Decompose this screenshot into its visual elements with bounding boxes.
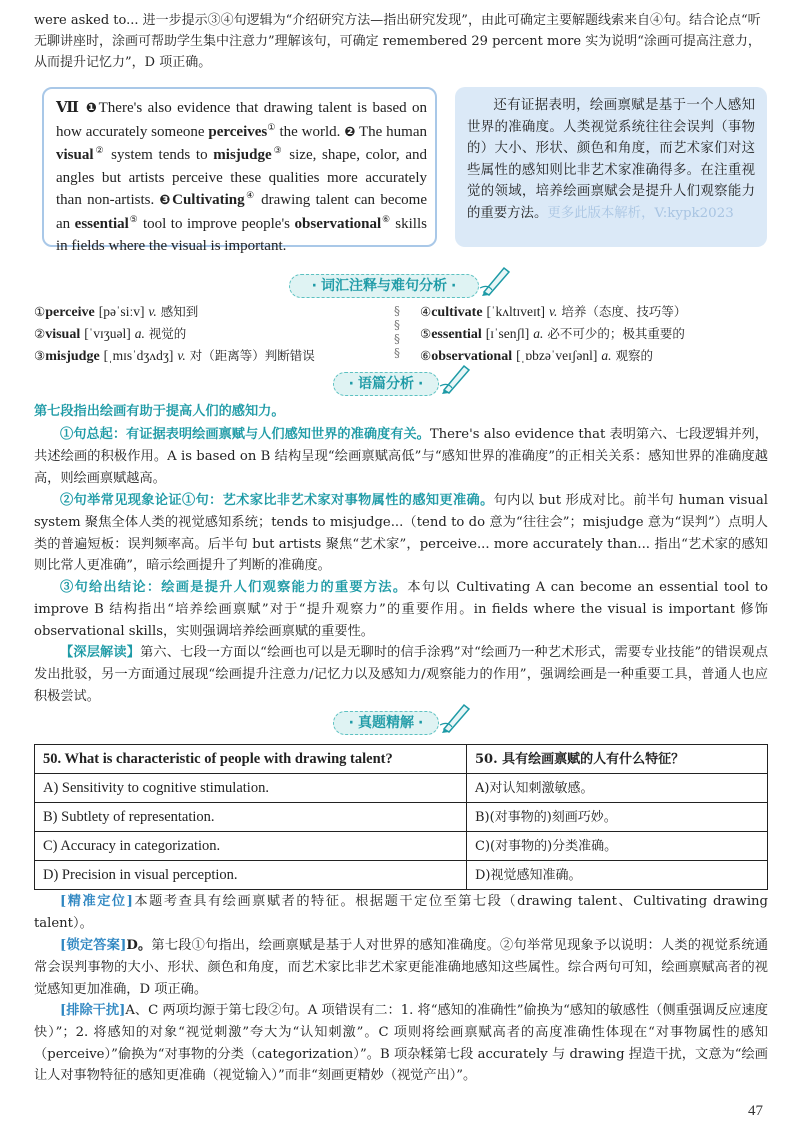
solution-answer — [34, 935, 768, 1000]
answer-letter: D。 — [126, 938, 152, 953]
vocab-meaning: 视觉的 — [148, 326, 187, 341]
section-header-vocab: · 词汇注释与难句分析 · — [289, 274, 479, 298]
analysis-text: 本句以 Cultivating A can become an essential tool to improve B 结构指出“培养绘画禀赋”对于“提升观察力”的重要作用。in fields where the visual is important 修饰 observational skills，实则强调培养绘画禀赋的重要性。 — [34, 580, 768, 639]
section-header-analysis: · 语篇分析 · — [333, 372, 439, 396]
sentence-text: drawing talent can become an — [56, 192, 427, 232]
page-number: 47 — [748, 1103, 763, 1119]
analysis-paragraph-1 — [34, 424, 768, 489]
footnote-marker: ⑥ — [381, 213, 391, 224]
question-stem-row — [35, 745, 768, 774]
vocab-number: ② — [34, 326, 46, 341]
vocab-number: ③ — [34, 348, 46, 363]
vocab-word: cultivate — [431, 305, 483, 320]
vocab-number: ⑤ — [420, 326, 432, 341]
locate-text: 本题考查具有绘画禀赋者的特征。根据题干定位至第七段（drawing talent、Cultivating drawing talent）。 — [34, 894, 768, 931]
keyword: perceives — [208, 123, 268, 140]
analysis-paragraph-3 — [34, 577, 768, 642]
answer-text: 第七段①句指出，绘画禀赋是基于人对世界的感知准确度。②句举常见现象予以说明：人类的视觉系统通常会误判事物的大小、形状、颜色和角度，而艺术家比非艺术家更能准确地感知这些属性。综合两句可知，绘画禀赋高者的视觉感知更加准确，D 项正确。 — [34, 938, 769, 997]
vocab-item — [420, 301, 686, 323]
divider-spiral: § § § § — [394, 304, 400, 360]
option-text: C) Accuracy in categorization. — [43, 837, 221, 854]
vocab-meaning: 观察的 — [615, 348, 653, 363]
vocab-word: visual — [45, 327, 81, 342]
option-text: A) Sensitivity to cognitive stimulation. — [43, 779, 269, 796]
footnote-marker: ③ — [271, 145, 284, 155]
vocab-meaning: 培养（态度、技巧等） — [561, 304, 687, 319]
vocab-pos: v. — [549, 304, 558, 319]
question-table — [34, 744, 768, 890]
vocab-word: observational — [431, 349, 513, 364]
solution-locate — [34, 891, 768, 935]
vocab-word: misjudge — [45, 349, 100, 364]
keyword: essential — [74, 215, 129, 232]
option-en — [35, 803, 467, 832]
question-stem-text: 50. What is characteristic of people with drawing talent? — [43, 750, 393, 767]
vocab-meaning: 感知到 — [160, 304, 199, 319]
passage-translation — [455, 87, 767, 247]
vocab-item — [34, 301, 198, 323]
keyword: Cultivating — [172, 192, 245, 208]
sentence-text: size, shape, color, and angles but artists perceive these qualities more accurately than non-artists. — [56, 147, 427, 208]
option-zh: C)(对事物的)分类准确。 — [467, 832, 768, 861]
option-en — [35, 774, 467, 803]
option-text: B) Subtlety of representation. — [43, 808, 215, 825]
sentence-2-marker: ❷ — [344, 124, 356, 140]
option-zh: A)对认知刺激敏感。 — [467, 774, 768, 803]
vocab-pos: a. — [601, 348, 612, 363]
vocab-number: ① — [34, 304, 46, 319]
vocab-word: essential — [431, 327, 482, 342]
option-row — [35, 861, 768, 890]
section-title: 词汇注释与难句分析 — [321, 278, 447, 294]
footnote-marker: ⑤ — [128, 213, 139, 224]
section-title: 语篇分析 — [358, 376, 414, 392]
footnote-marker: ① — [267, 121, 276, 132]
sentence-text: The human — [355, 123, 428, 140]
footnote-marker: ② — [93, 145, 106, 155]
sentence-text: There's also evidence that drawing talent is based on how accurately someone — [56, 100, 428, 140]
intro-paragraph: were asked to... 进一步提示③④句逻辑为“介绍研究方法—指出研究发现”，由此可确定主要解题线索来自④句。结合论点“听无聊讲座时，涂画可帮助学生集中注意力”理解该句，可确定 remembered 29 percent more 实为说明“涂画可提高注意力，从而提升记忆力”，D 项正确。 — [34, 13, 761, 70]
deep-reading — [34, 642, 768, 707]
vocab-phonetic: [ɪˈsenʃl] — [485, 326, 530, 341]
option-en — [35, 832, 467, 861]
analysis-text: 句内以 but 形成对比。前半句 human visual system 聚焦全体人类的视觉感知系统；tends to misjudge...（tend to do 意为“往往会”；misjudge 意为“误判”）点明人类的普遍短板：误判频率高。后半句 but artists 聚焦“艺术家”，perceive... more accurately than... 指出“艺术家的感知则比常人更准确”，暗示绘画提升了判断的准确度。 — [34, 493, 768, 574]
analysis-label: ②句举常见现象论证①句：艺术家比非艺术家对事物属性的感知更准确。 — [60, 493, 494, 508]
sentence-text: the world. — [275, 123, 345, 140]
keyword: observational — [294, 215, 382, 232]
analysis-text: There's also evidence that 表明第六、七段逻辑并列，共述绘画的积极作用。A is based on B 结构呈现“绘画禀赋高低”与“感知世界的准确度”的正相关关系：感知世界的准确度越高，则绘画禀赋越高。 — [34, 427, 768, 486]
vocab-phonetic: [ˈvɪʒuəl] — [84, 326, 131, 341]
option-row — [35, 832, 768, 861]
vocab-item — [420, 323, 685, 345]
option-row — [35, 803, 768, 832]
vocab-item — [34, 345, 315, 367]
option-row — [35, 774, 768, 803]
vocab-meaning: 必不可少的；极其重要的 — [547, 326, 685, 341]
analysis-label: ①句总起：有证据表明绘画禀赋与人们感知世界的准确度有关。 — [60, 427, 430, 442]
option-zh: B)(对事物的)刻画巧妙。 — [467, 803, 768, 832]
exclude-text: A、C 两项均源于第七段②句。A 项错误有二：1. 将“感知的准确性”偷换为“感知的敏感性（侧重强调反应速度快）”；2. 将感知的对象“视觉刺激”夸大为“认知刺激”。C 项则将绘画禀赋高者的高度准确性体现在“对事物属性的感知（perceive）”偷换为“对事物的分类（categorization）”。B 项杂糅第七段 accurately 与 drawing 捏造干扰，文意为“绘画让人对事物特征的感知更准确（视觉输入）”而非“刻画更精妙（视觉产出）”。 — [34, 1003, 768, 1084]
deep-reading-label: 【深层解读】 — [60, 645, 141, 660]
vocab-meaning: 对（距离等）判断错误 — [189, 348, 315, 363]
vocab-phonetic: [pəˈsiːv] — [98, 304, 145, 319]
translation-text: 还有证据表明，绘画禀赋是基于一个人感知世界的准确度。人类视觉系统往往会误判（事物的）大小、形状、颜色和角度，而艺术家们对这些属性的感知则比非艺术家准确得多。在注重视觉的领域，培养绘画禀赋会是提升人们观察能力的重要方法。 — [467, 98, 755, 221]
section-title: 真题精解 — [358, 715, 414, 731]
pen-icon — [438, 699, 474, 733]
analysis-label: ③句给出结论：绘画是提升人们观察能力的重要方法。 — [60, 580, 408, 595]
vocab-phonetic: [ˌmɪsˈdʒʌdʒ] — [103, 348, 174, 363]
sentence-text: system tends to — [105, 147, 214, 163]
vocab-number: ④ — [420, 304, 432, 319]
vocab-item — [34, 323, 186, 345]
vocab-number: ⑥ — [420, 348, 432, 363]
pen-icon — [438, 360, 474, 394]
sentence-3-marker: ❸ — [159, 193, 173, 208]
question-stem-zh: 50. 具有绘画禀赋的人有什么特征？ — [467, 745, 768, 774]
keyword: misjudge — [213, 147, 272, 163]
sentence-text: tool to improve people's — [138, 215, 295, 232]
vocab-pos: a. — [533, 326, 544, 341]
answer-label: [锁定答案] — [60, 938, 127, 953]
passage-english — [42, 87, 437, 254]
section-header-question: · 真题精解 · — [333, 711, 439, 735]
vocab-phonetic: [ˈkʌltɪveɪt] — [486, 304, 546, 319]
exclude-label: [排除干扰] — [60, 1003, 126, 1018]
vocab-pos: v. — [177, 348, 186, 363]
solution-exclude — [34, 1000, 768, 1087]
footnote-marker: ④ — [244, 190, 256, 200]
sentence-1-marker: ❶ — [85, 101, 99, 116]
analysis-heading: 第七段指出绘画有助于提高人们的感知力。 — [34, 404, 285, 419]
keyword: visual — [56, 147, 94, 163]
vocab-pos: v. — [148, 304, 157, 319]
vocab-word: perceive — [45, 305, 95, 320]
watermark: 更多此版本解析，V:kypk2023 — [547, 205, 734, 221]
paragraph-label: Ⅶ — [56, 100, 81, 116]
option-en — [35, 861, 467, 890]
locate-label: [精准定位] — [60, 894, 133, 909]
analysis-paragraph-2 — [34, 490, 768, 577]
option-zh: D)视觉感知准确。 — [467, 861, 768, 890]
deep-reading-text: 第六、七段一方面以“绘画也可以是无聊时的信手涂鸦”对“绘画乃一种艺术形式，需要专业技能”的错误观点发出批驳，另一方面通过展现“绘画提升注意力/记忆力以及感知力/观察能力的作用”，强调绘画是一种重要工具，普通人也应积极尝试。 — [34, 645, 769, 704]
vocab-phonetic: [ˌɒbzəˈveɪʃənl] — [516, 348, 598, 363]
sentence-text: skills in fields where the visual is important. — [56, 215, 427, 254]
question-stem-en — [35, 745, 467, 774]
option-text: D) Precision in visual perception. — [43, 866, 238, 883]
pen-icon — [478, 262, 514, 296]
vocab-pos: a. — [134, 326, 145, 341]
